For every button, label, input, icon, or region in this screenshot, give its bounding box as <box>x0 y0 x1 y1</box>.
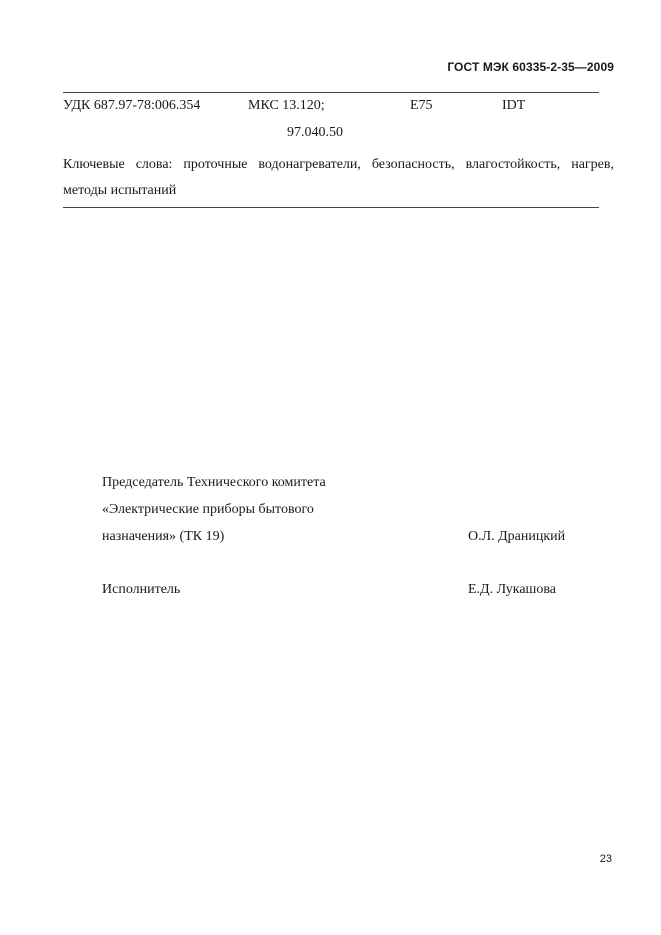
chair-name: О.Л. Драницкий <box>468 529 566 544</box>
udk-code: УДК 687.97-78:006.354 <box>63 98 201 113</box>
top-divider <box>63 92 599 93</box>
bottom-divider <box>63 207 599 208</box>
mks-code: МКС 13.120; <box>248 98 325 113</box>
chair-title-line-3: назначения» (ТК 19) <box>102 529 225 544</box>
executor-label: Исполнитель <box>102 582 181 597</box>
mks-code-continued: 97.040.50 <box>287 125 343 140</box>
executor-name: Е.Д. Лукашова <box>468 582 556 597</box>
page-number: 23 <box>599 853 612 865</box>
okc-code: Е75 <box>410 98 433 113</box>
chair-title-line-2: «Электрические приборы бытового <box>102 502 314 517</box>
chair-title-line-1: Председатель Технического комитета <box>102 475 326 490</box>
keywords-paragraph: Ключевые слова: проточные водонагреватели, безопасность, влагостойкость, нагрев, методы испытаний <box>63 157 614 198</box>
standard-code-header: ГОСТ МЭК 60335-2-35—2009 <box>447 60 614 74</box>
idt-label: IDT <box>502 98 526 113</box>
